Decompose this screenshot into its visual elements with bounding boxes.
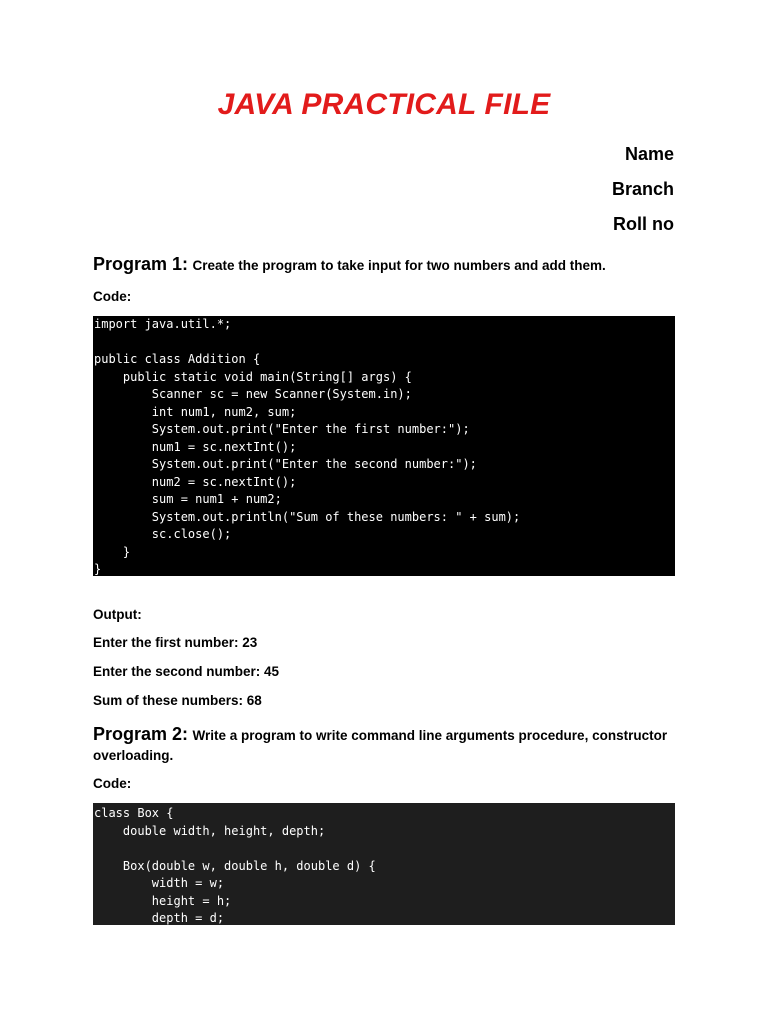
code-line: sum = num1 + num2; — [94, 492, 282, 506]
code-line: width = w; — [94, 876, 225, 890]
program-2-description: Write a program to write command line arguments procedure, constructor overloading. — [93, 728, 668, 763]
program-1-output-label: Output: — [93, 607, 142, 622]
roll-no-label: Roll no — [613, 214, 674, 234]
program-2-code-label: Code: — [93, 776, 132, 791]
document-title: JAVA PRACTICAL FILE — [217, 88, 551, 121]
code-line: class Box { — [94, 806, 174, 820]
code-line: height = h; — [94, 893, 232, 908]
name-label: Name — [624, 144, 674, 164]
code-line: int num1, num2, sum; — [94, 404, 297, 419]
program-1-code-block — [93, 316, 675, 576]
code-line — [94, 334, 674, 352]
program-2-heading — [93, 724, 678, 766]
code-line: num2 = sc.nextInt(); — [94, 474, 297, 489]
output-line: Sum of these numbers: 68 — [93, 693, 262, 708]
code-line: import java.util.*; — [94, 317, 232, 331]
code-line: public class Addition { — [94, 352, 261, 366]
code-line: System.out.print("Enter the first number:"); — [94, 422, 470, 436]
program-1-description: Create the program to take input for two numbers and add them. — [192, 258, 606, 273]
branch-label: Branch — [611, 179, 674, 199]
code-line: Scanner sc = new Scanner(System.in); — [94, 387, 412, 401]
output-line: Enter the first number: 23 — [93, 635, 258, 650]
program-2-label: Program 2: — [93, 724, 189, 744]
code-line: public static void main(String[] args) { — [94, 369, 412, 384]
code-line: System.out.println("Sum of these numbers: " + sum); — [94, 509, 521, 524]
program-1-code-label: Code: — [93, 289, 132, 304]
code-line: Box(double w, double h, double d) { — [94, 858, 376, 873]
code-line: } — [94, 562, 102, 576]
code-line: } — [94, 544, 131, 559]
code-line: sc.close(); — [94, 527, 232, 541]
program-2-code-block — [93, 803, 675, 925]
code-line: double width, height, depth; — [94, 823, 326, 838]
code-line: num1 = sc.nextInt(); — [94, 439, 297, 454]
code-line — [94, 840, 674, 858]
code-line: System.out.print("Enter the second number:"); — [94, 457, 477, 471]
output-line: Enter the second number: 45 — [93, 664, 280, 679]
code-line: depth = d; — [94, 911, 225, 925]
program-1-label: Program 1: — [93, 254, 189, 274]
program-1-heading — [93, 254, 678, 276]
